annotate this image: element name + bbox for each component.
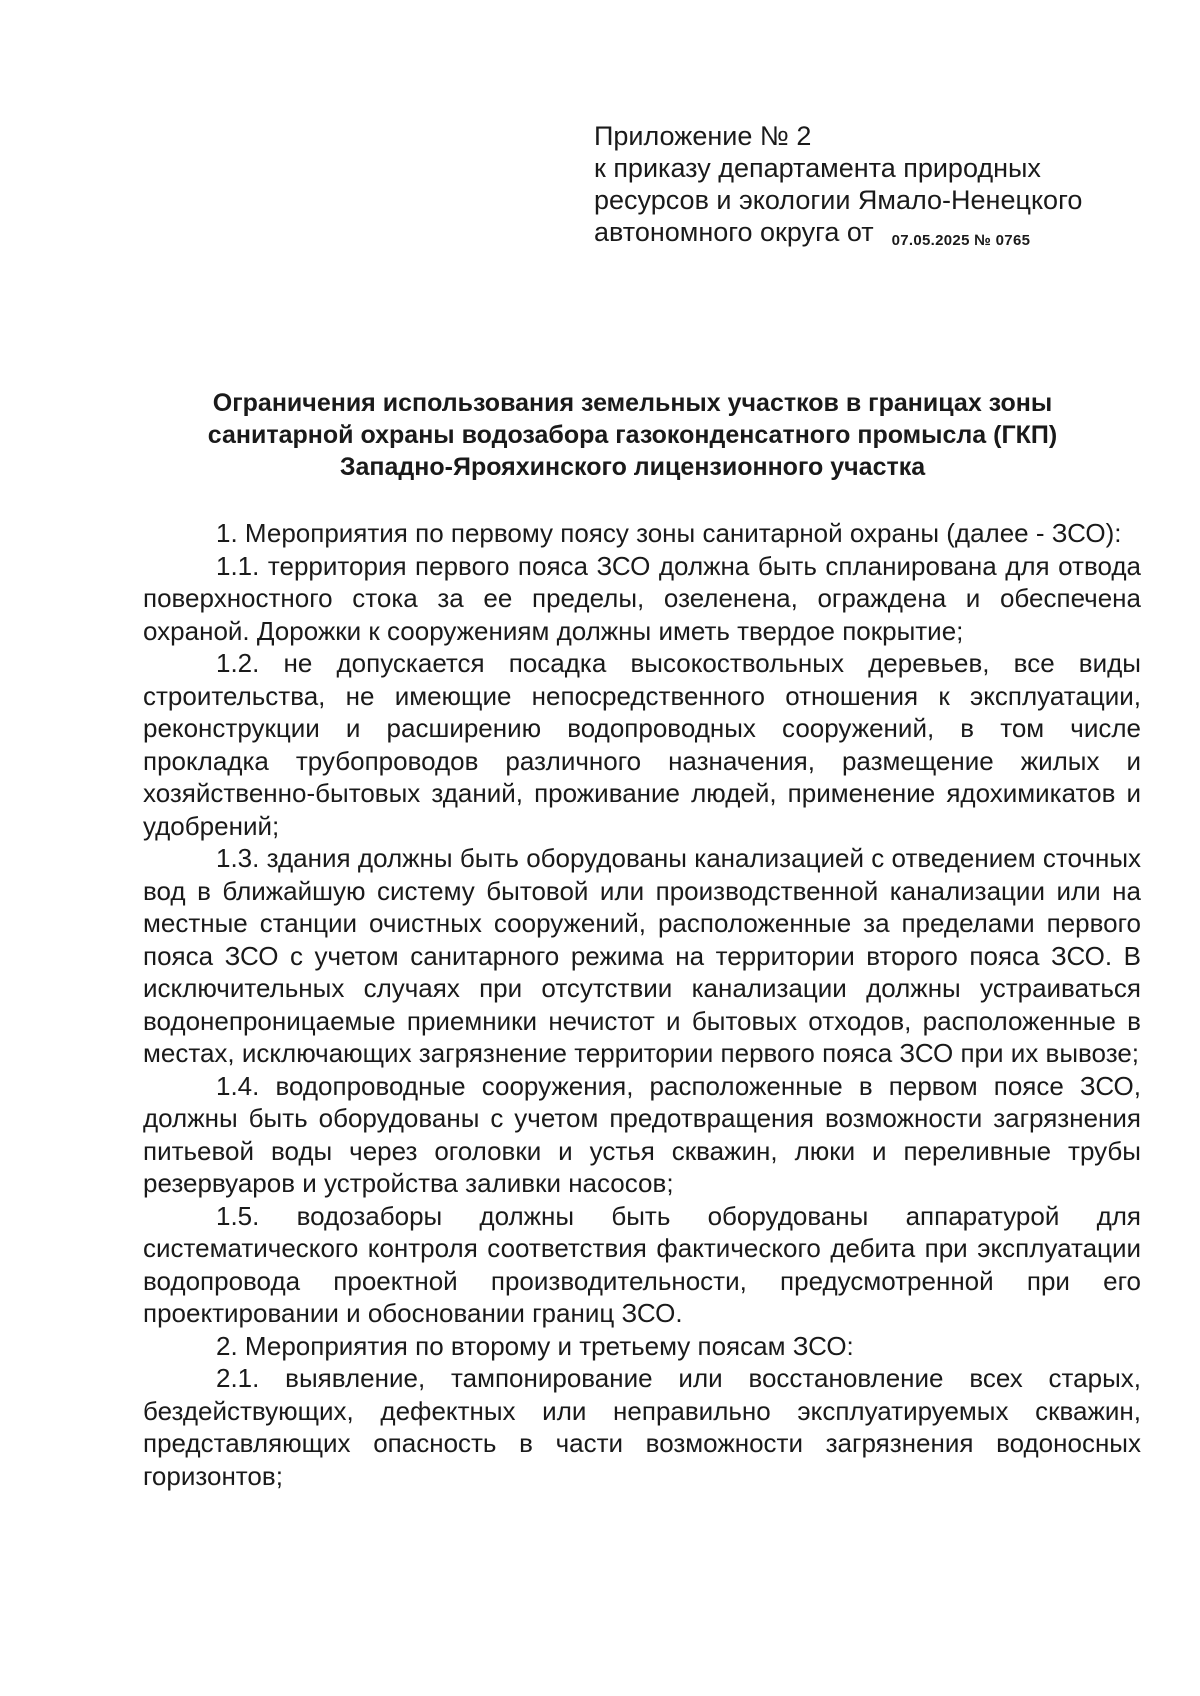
paragraph-1-4: 1.4. водопроводные сооружения, расположенные в первом поясе ЗСО, должны быть оборудованы с учетом предотвращения возможности загрязнения питьевой воды через оголовки и устья скважин, люки и переливные трубы резервуаров и устройства заливки насосов; <box>143 1070 1141 1198</box>
appendix-okrug-text: автономного округа от <box>594 217 874 247</box>
paragraph-2-1: 2.1. выявление, тампонирование или восстановление всех старых, бездействующих, дефектных или неправильно эксплуатируемых скважин, представляющих опасность в части возможности загрязнения водоносных горизонтов; <box>143 1363 1141 1491</box>
title-line-3: Западно-Ярояхинского лицензионного участка <box>339 453 926 481</box>
appendix-header <box>594 120 1114 257</box>
paragraph-1: 1. Мероприятия по первому поясу зоны санитарной охраны (далее - ЗСО): <box>216 518 1122 548</box>
appendix-number: Приложение № 2 <box>594 121 812 151</box>
paragraph-1-3: 1.3. здания должны быть оборудованы канализацией с отведением сточных вод в ближайшую систему бытовой или производственной канализации или на местные станции очистных сооружений, расположенные за пределами первого пояса ЗСО с учетом санитарного режима на территории второго пояса ЗСО. В исключительных случаях при отсутствии канализации должны устраиваться водонепроницаемые приемники нечистот и бытовых отходов, расположенные в местах, исключающих загрязнение территории первого пояса ЗСО при их вывозе; <box>143 843 1141 1068</box>
paragraph-1-1: 1.1. территория первого пояса ЗСО должна быть спланирована для отвода поверхностного стока за ее пределы, озеленена, ограждена и обеспечена охраной. Дорожки к сооружениям должны иметь твердое покрытие; <box>143 550 1141 646</box>
paragraph-1-5: 1.5. водозаборы должны быть оборудованы аппаратурой для систематического контроля соответствия фактического дебита при эксплуатации водопровода проектной производительности, предусмотренной при его проектировании и обосновании границ ЗСО. <box>143 1200 1141 1328</box>
appendix-order-line: к приказу департамента природных <box>594 153 1041 183</box>
paragraph-1-2: 1.2. не допускается посадка высокоствольных деревьев, все виды строительства, не имеющие непосредственного отношения к эксплуатации, реконструкции и расширению водопроводных сооружений, в том числе прокладка трубопроводов различного назначения, размещение жилых и хозяйственно-бытовых зданий, проживание людей, применение ядохимикатов и удобрений; <box>143 648 1141 841</box>
document-body <box>143 517 1141 1492</box>
appendix-department-line: ресурсов и экологии Ямало-Ненецкого <box>594 185 1083 215</box>
title-line-2: санитарной охраны водозабора газоконденсатного промысла (ГКП) <box>207 421 1058 449</box>
paragraph-2: 2. Мероприятия по второму и третьему поясам ЗСО: <box>216 1330 854 1361</box>
title-line-1: Ограничения использования земельных участков в границах зоны <box>212 389 1053 417</box>
registration-stamp: 07.05.2025 № 0765 <box>891 232 1031 249</box>
appendix-date-line <box>594 216 1114 257</box>
document-title <box>140 387 1125 483</box>
